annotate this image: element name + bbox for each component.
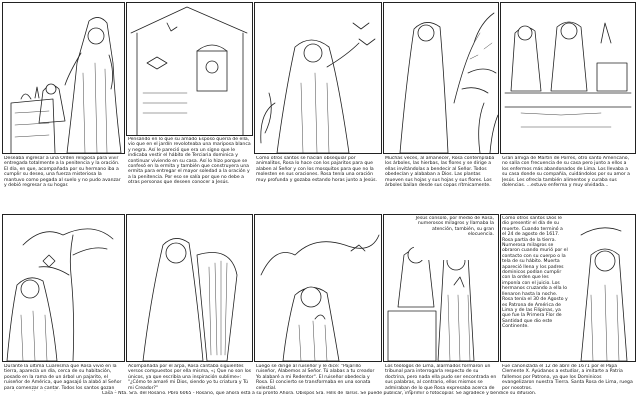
illustration-nun-praying-with-bird (255, 215, 382, 362)
caption-9: Acompañada por el arpa, Rosa cantaba siguientes versos compuestos por ella misma, «¡ Que no son los únicos, ya que escribía una inspiración sublime»: "¿Cómo te amaré mi Dios, siendo yo tu criatura y Tú mi Creador?" (128, 364, 252, 391)
illustration-nun-with-tree-bird (3, 215, 125, 362)
illustration-nun-with-harp (127, 215, 253, 362)
caption-1: Deseaba ingresar a una Orden religiosa para vivir entregada totalmente a la penitencia y la oración. El día, en que, acompañada por su hermano iba a cumplir su deseo, una fuerza misteriosa la mantuvo como pegada al suelo y no pudo avanzar y debió regresar a su hogar. (4, 156, 121, 189)
panel-6-image (2, 214, 125, 362)
caption-12: Fue canonizada el 12 de abril de 1671 por el Papa Clemente X. Ayúdanos a estudiar, a imitarte a Patria fallemos por Patrona, ya que los Dominicos evangelizaron nuestra Tierra. Santa Rosa de Lima, ruega por nosotros. (502, 364, 633, 391)
caption-3: Como otros santos se hacían obsequiar por animalitos, Rosa lo hace con los pajaritos para que alaben al Señor y con los mosquitos para que no la molesten en sus oraciones. Rosa tenía una oración muy profunda y gozaba estando horas junto a Jesús. (256, 156, 378, 183)
caption-4: Muchas veces, al amanecer, Rosa contemplaba los árboles, las hierbas, las flores y se dirige a ellas invitándolas a bendecir al Señor. Todos obedecían y alababan a Dios. Las plantas mueven sus hojas y sus hojas y sus flores. Los árboles bailan desde sus copas rítmicamente. (385, 156, 495, 189)
panel-1-image (2, 2, 125, 154)
panel-3-image (254, 2, 382, 154)
caption-6: Jesús consoló, por medio de Rosa, numerosos milagros y llamaba la atención, también, su gran elocuencia. (414, 216, 494, 260)
panel-4-image (383, 2, 499, 154)
illustration-nun-among-plants (384, 3, 499, 154)
caption-8: Durante la última Cuaresma que Rosa vivió en la tierra, aparecía un día, cerca de su habitación, posado en la rama de un árbol un pajarito, el ruiseñor de América, que agasajó la alabó al Señor para comenzar a cantar. Todos los santos gozan (4, 364, 122, 391)
panel-8-image (254, 214, 382, 362)
illustration-nun-with-birds (255, 3, 382, 154)
caption-11: Los teólogos de Lima, alarmados formaron un tribunal para interrogarla respecto de su doctrina, pero nada ella pudo ser encontrada en sus palabras, al contrario, ellos mismos se admiraban de lo que Rosa expresaba acerca de (385, 364, 497, 391)
panel-7-image (126, 214, 253, 362)
panel-2-image (126, 2, 253, 136)
caption-5: Gran amiga de Martín de Porres, otro santo Americano, no salía con frecuencia de su casa pero junto a ellos a los enfermos más abandonados de Lima. Los llevaba a su casa donde su compañía, cuidándolos por su amor a Jesús. Les ofrecía también alimentos y curaba sus dolencias. ...estuvo enferma y muy olvidada... (502, 156, 630, 189)
caption-7: Como otros santos Dios le dio presentir el día de su muerte. Cuando terminó a el 24 de agosto de 1617. Rosa partía de la tierra. Numerosa milagros se obraron cuando murió por el contacto con su cuerpo o la tela de su hábito. Muerta apareció llena y los padres dominicos podían cumplir con la orden que les imponía con el juicio. Los hermanos cruzando a ella lo llenaron hasta la noche. Rosa tenía el 30 de Agosto y es Patrona de América de Lima y de las Filipinas, ya que fue la Primera Flor de Santidad que dio este Continente. (502, 216, 568, 360)
footer-credits: Casa – Nta. Sra. del Rosario. Pbro 6065 - Rosario, que ahora está a su pronto Ahora. Obispos Sra. Hills de Tarsis. Se puede publicar, imprimir o fotocopiar. Se agradece y bendice su difusión. (101, 391, 537, 396)
illustration-house-window (127, 3, 253, 136)
illustration-saints-with-sick (501, 3, 636, 154)
illustration-nun-kneeling (3, 3, 125, 154)
caption-2: Pensando en lo que su amado Esposo quería de ella, vio que en el jardín revoloteaba una mariposa blanca y negra. Así le pareció que era un signo que le indicaba vestir el hábito de Terciaria dominica y continuar viviendo en su casa. Así lo hizo porque se confesó en la ermita y también que construyera una ermita para entregar el mayor soledad a la oración y a la penitencia. Por eso se salía por que no debe a otras personas que deseen conocer a Jesús. (128, 137, 251, 186)
caption-10: Luego se dirige al ruiseñor y le dice: "Pajarillo ruiseñor, Alabemos al Señor. Tú alabas a tu creador Yo alabaré a mi Redentor". El ruiseñor obedecía y Rosa. El concierto se transformaba en una sonata celestial. (256, 364, 375, 391)
panel-5-image (500, 2, 636, 154)
